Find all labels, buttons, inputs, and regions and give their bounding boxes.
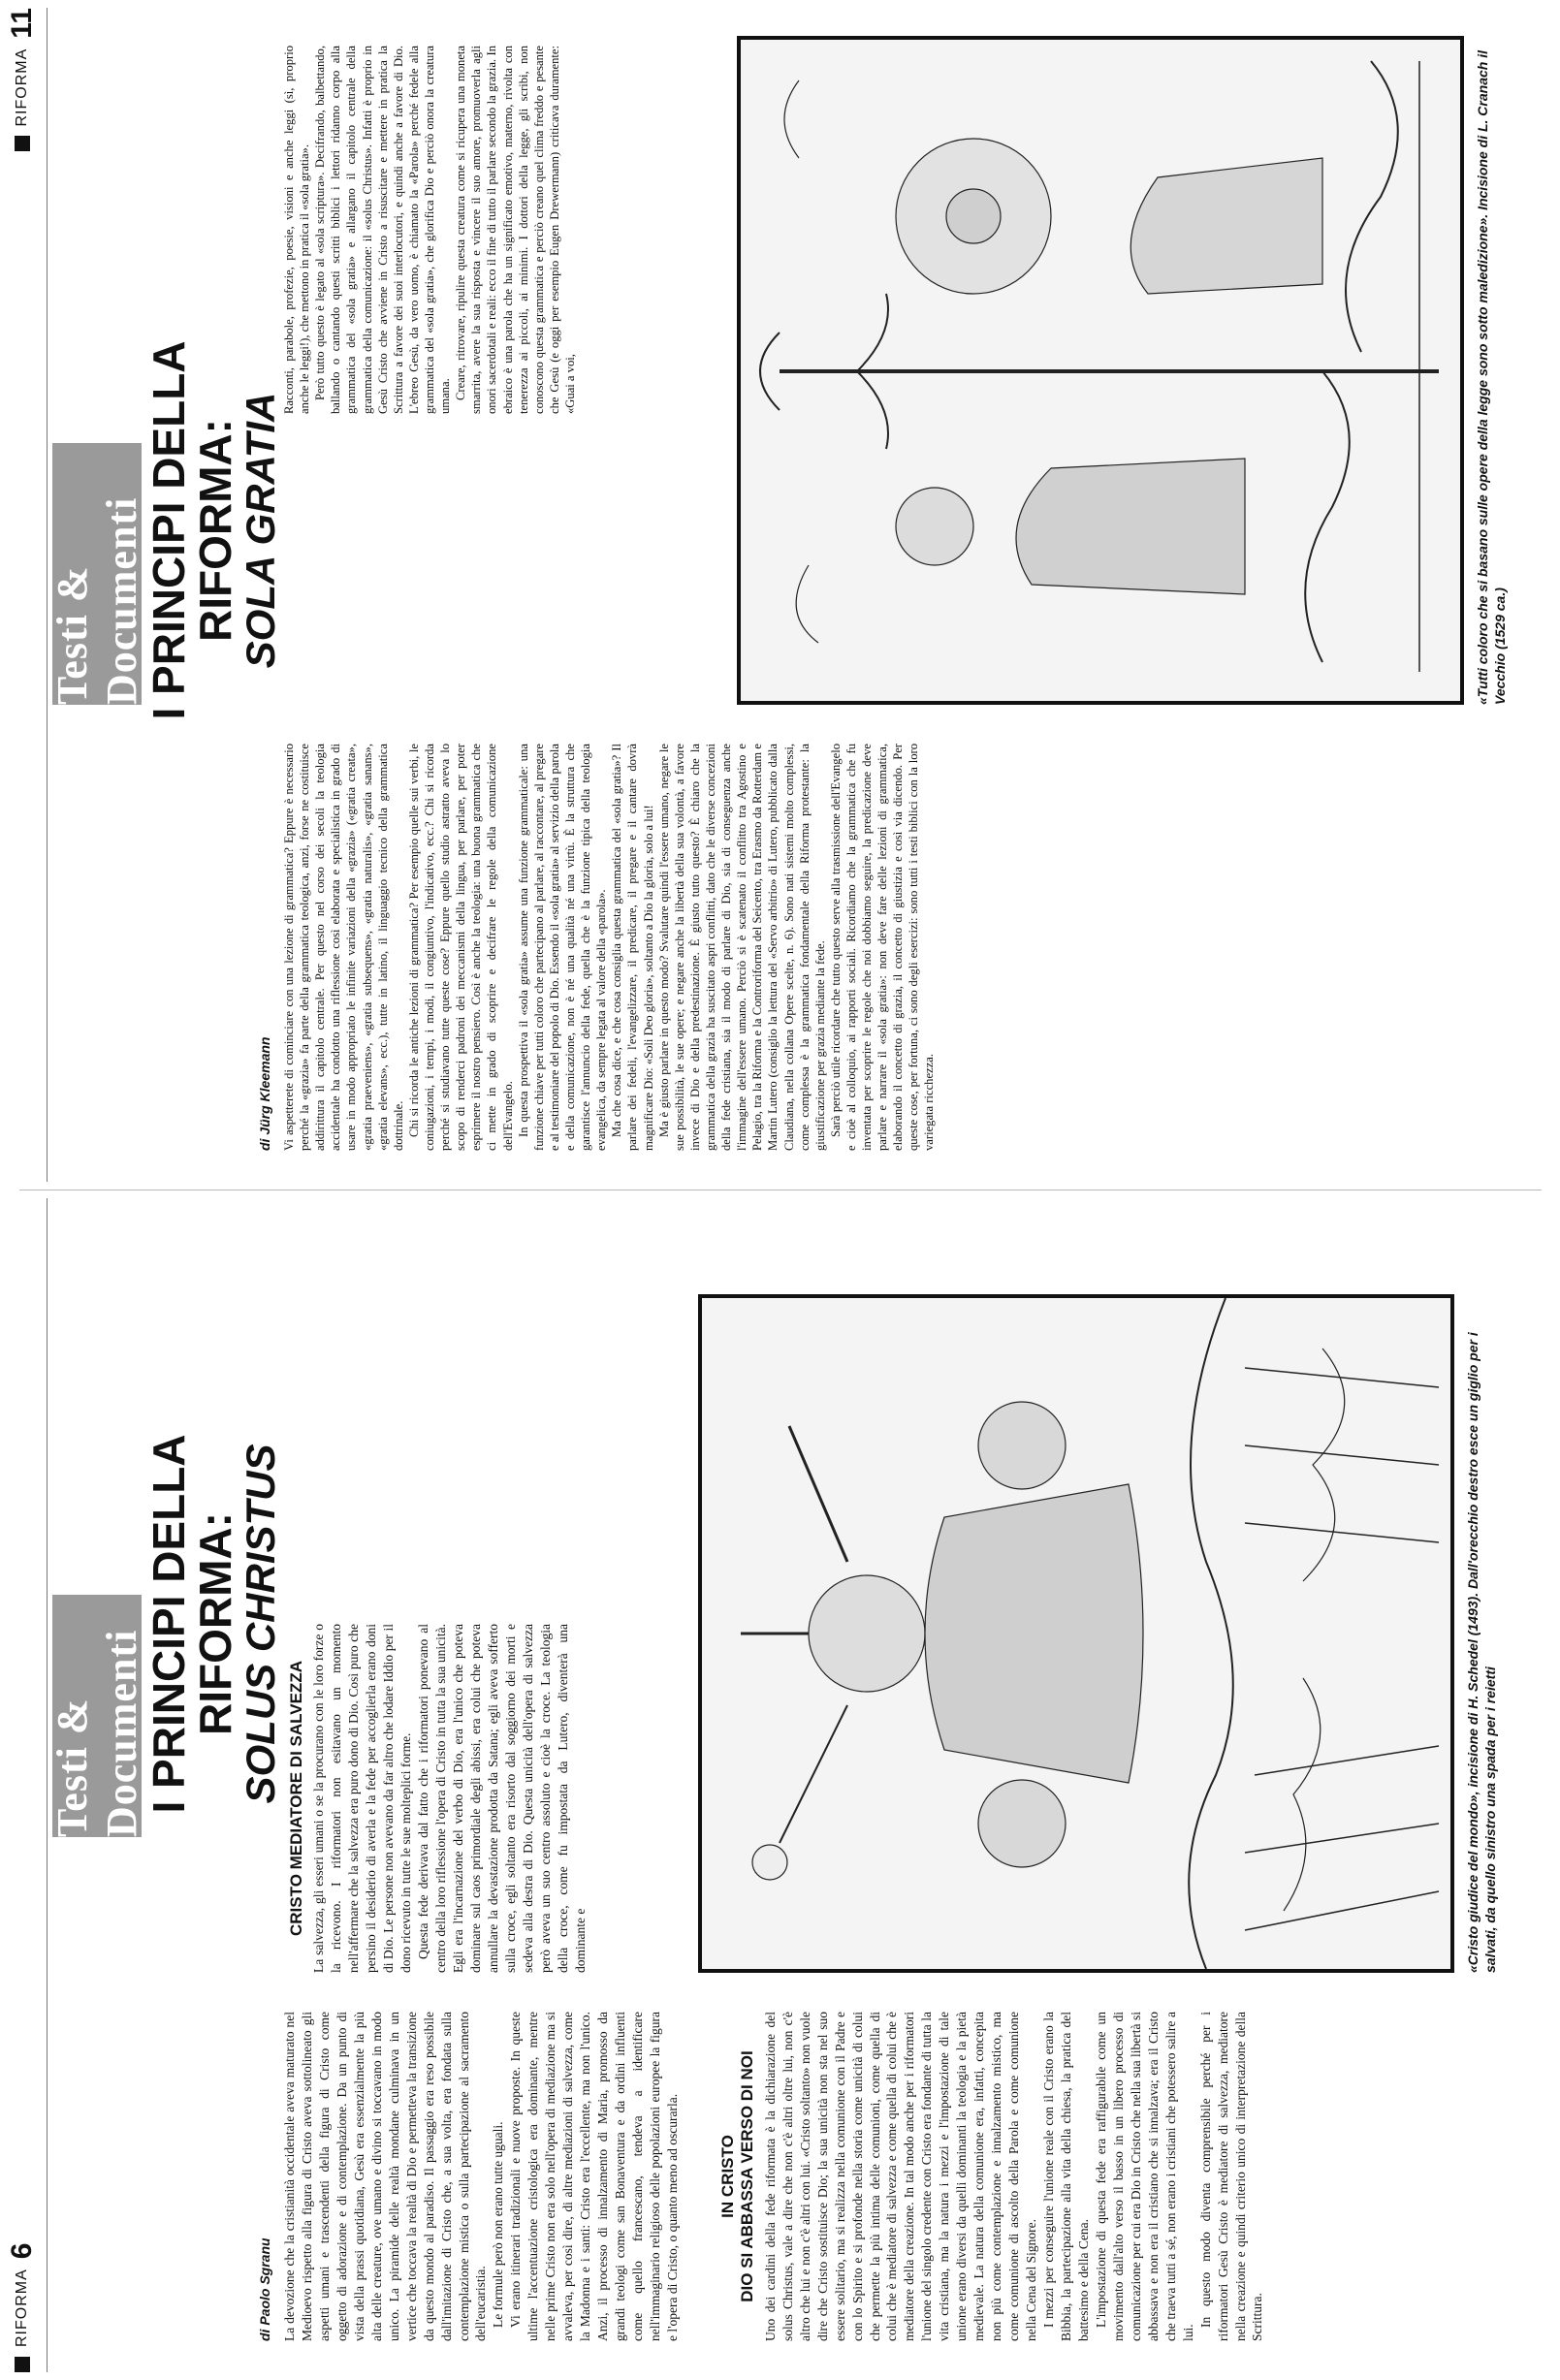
page-6 <box>0 1190 1560 2380</box>
paragraph: In questo modo diventa comprensibile perché per i riformatori Gesù Cristo è mediatore di salvezza, mediatore nella creazione e quindi criterio unico di interpretazione della Scrittura. <box>1197 2012 1265 2341</box>
section-banner: Testi & Documenti <box>52 1595 142 1837</box>
paragraph: Le formule però non erano tutte uguali. <box>491 2121 506 2328</box>
title-line-2: SOLUS CHRISTUS <box>237 1444 283 1804</box>
subheading-line-2: DIO SI ABBASSA VERSO DI NOI <box>738 2050 757 2302</box>
article-title <box>145 278 282 782</box>
folio-left <box>6 2243 39 2372</box>
author-byline: di Paolo Sgranu <box>257 2237 272 2341</box>
paragraph: L'impostazione di questa fede era raffigurabile come un movimento dall'alto verso il basso in un libero processo di comunicazione per cui era Dio in Cristo che nella sua libertà si abbassava e non era il cristiano che si innalzava; era il Cristo che traeva tutti a sé, non erano i cristiani che potessero salire a lui. <box>1093 2012 1195 2341</box>
square-bullet-icon <box>15 2357 30 2372</box>
square-bullet-icon <box>15 137 30 152</box>
text-column-2 <box>281 46 578 414</box>
paragraph: Vi aspetterete di cominciare con una lezione di grammatica? Eppure è necessario perché la «grazia» fa parte della grammatica teologica, anzi, forse ne costituisce addirittura il capitolo centrale. Per questo nel corso dei secoli la teologia accidentale ha condotto una riflessione così elaborata e specialistica in grado di usare in modo appropriato le infinite variazioni della «grazia» («gratia creata», «gratia praeveniens», «gratia subsequens», «gratia naturalis», «gratia sanans», «gratia elevans», ecc.), tutte in latino, il linguaggio tecnico della grammatica dottrinale. <box>282 744 405 1151</box>
paragraph: Racconti, parabole, profezie, poesie, visioni e anche leggi (sì, proprio anche le leggi!), che mettono in pratica il «sola gratia». <box>282 46 312 414</box>
paragraph: Ma che cosa dice, e che cosa consiglia questa grammatica del «sola gratia»? Il parlare dei fedeli, l'evangelizzare, il predicare, il pregare e il cantare dovrà magnificare Dio: «Soli Deo gloria», soltanto a Dio la gloria, solo a lui! <box>610 744 655 1151</box>
folio-right <box>6 8 39 152</box>
image-caption: «Tutti coloro che si basano sulle opere della legge sono sotto maledizione». Incisione di L. Cranach il Vecchio (1529 ca.) <box>1475 49 1509 705</box>
subheading <box>718 2012 758 2341</box>
woodcut-drawing <box>741 40 1460 701</box>
title-line-2: SOLA GRATIA <box>237 392 283 669</box>
page-number: 11 <box>6 8 38 39</box>
text-column-2 <box>281 1624 589 1973</box>
paragraph: La devozione che la cristianità occidentale aveva maturato nel Medioevo rispetto alla figura di Cristo aveva sottolineato gli aspetti umani e trascendenti della figura di Cristo come oggetto di adorazione e di contemplazione. Da un punto di vista della prassi quotidiana, Gesù era essenzialmente la più alta delle creature, ove umano e divino si toccavano in modo unico. La piramide delle realtà mondane culminava in un vertice che toccava la realtà di Dio e permetteva la transizione da questo mondo al paradiso. Il passaggio era reso possibile dall'imitazione di Cristo che, a sua volta, era fondata sulla contemplazione mistica o sulla partecipazione al sacramento dell'eucaristia. <box>282 2012 489 2341</box>
paragraph: Chi si ricorda le antiche lezioni di grammatica? Per esempio quelle sui verbi, le coniugazioni, i tempi, i modi, il congiuntivo, l'indicativo, ecc.? Chi si ricorda perché si studiavano tutte queste cose? Eppure quello studio astratto aveva lo scopo di renderci padroni dei meccanismi della lingua, per parlare, per poter esprimere il nostro pensiero. Così è anche la teologia: una buona grammatica che ci mette in grado di scoprire e decifrare le regole della comunicazione dell'Evangelo. <box>406 744 515 1151</box>
paragraph: Creare, ritrovare, ripulire questa creatura come si ricupera una moneta smarrita, avere la sua risposta e vincere il suo amore, promuoverla agli onori sacerdotali e reali: ecco il fine di tutto il parlare secondo la grazia. In ebraico è una parola che ha un significato emotivo, materno, rivolta con tenerezza ai piccoli, ai minimi. I dottori della legge, gli scribi, non conoscono questa grammatica e perciò creano quel clima freddo e pesante che Gesù (e oggi per esempio Eugen Drewermann) criticava duramente: «Guai a voi, <box>454 46 577 414</box>
text-column-1b <box>713 2012 1266 2341</box>
subheading-line-1: IN CRISTO <box>718 2135 737 2218</box>
author-byline: di Jürg Kleemann <box>257 1036 272 1151</box>
paragraph: Però tutto questo è legato al «sola scriptura». Decifrando, balbettando, ballando o cantando questi scritti biblici i lettori ridanno corpo alla grammatica del «sola gratia» e allargano il capitolo centrale della grammatica della comunicazione: il «solus Christus». Infatti è proprio in Gesù Cristo che avviene in Cristo a risuscitare e mettere in pratica la Scrittura a favore dei suoi interlocutori, e quindi anche a favore di Dio. L'ebreo Gesù, da vero uomo, è chiamato la «Parola» perché fedele alla grammatica del «sola gratia», che glorifica Dio e perciò onora la creatura umana. <box>313 46 453 414</box>
paragraph: Questa fede derivava dal fatto che i riformatori ponevano al centro della loro riflessione l'opera di Cristo in tutta la sua unicità. Egli era l'incarnazione del verbo di Dio, era l'unico che poteva dominare sul caos primordiale degli abissi, era colui che poteva annullare la devastazione prodotta da Satana; egli aveva sofferto sulla croce, egli soltanto era risorto dal soggiorno dei morti e sedeva alla destra di Dio. Questa unicità dell'opera di salvezza però aveva un suo centro assoluto e cioè la croce. La teologia della croce, come fu impostata da Lutero, diventerà una dominante e <box>416 1624 588 1973</box>
paragraph: I mezzi per conseguire l'unione reale con il Cristo erano la Bibbia, la partecipazione alla vita della chiesa, la pratica del battesimo e della Cena. <box>1041 2012 1091 2341</box>
paragraph: Sarà perciò utile ricordare che tutto questo serve alla trasmissione dell'Evangelo e cioè al colloquio, ai rapporti sociali. Ricordiamo che la grammatica che fu inventata per scoprire le regole che noi dobbiamo seguire, la predicazione deve parlare e narrare il «sola gratia»: non deve fare delle lezioni di grammatica, elaborando il concetto di grazia, il concetto di giustizia e così via dicendo. Per queste cose, per fortuna, ci sono degli esercizi: sono tutti i testi biblici con la loro variegata ricchezza. <box>828 744 937 1151</box>
paragraph: La salvezza, gli esseri umani o se la procurano con le loro forze o la ricevono. I riformatori non esitavano un momento nell'affermare che la salvezza era puro dono di Dio. Così puro che persino il desiderio di averla e la fede per accoglierla erano doni di Dio. Le persone non avevano da far altro che lodare Iddio per il dono ricevuto in tutte le sue molteplici forme. <box>311 1624 414 1973</box>
magazine-name: RIFORMA <box>14 48 30 127</box>
paragraph: In questa prospettiva il «sola gratia» assume una funzione grammaticale: una funzione chiave per tutti coloro che partecipano al parlare, al raccontare, al pregare e al testimoniare del popolo di Dio. Essendo il «sola gratia» al servizio della parola e della comunicazione, non è né una qualità né una virtù. È la struttura che garantisce l'annuncio della fede, quella che è la funzione tipica della teologia evangelica, da sempre legata al valore della «parola». <box>516 744 609 1151</box>
subheading: CRISTO MEDIATORE DI SALVEZZA <box>287 1661 305 1936</box>
woodcut-illustration-christ-judge <box>698 1294 1454 1973</box>
text-column-1 <box>281 744 938 1151</box>
article-title <box>145 1352 282 1895</box>
paragraph: Vi erano itinerari tradizionali e nuove proposte. In queste ultime l'accentuazione cristologica era dominante, mentre nelle prime Cristo non era solo nell'opera di mediazione ma si avvaleva, per così dire, di altre mediazioni di salvezza, come la Madonna e i santi: Cristo era l'eccellente, ma non l'unico. Anzi, il processo di innalzamento di Maria, promosso da grandi teologi come san Bonaventura e da ordini influenti come quello francescano, tendeva a identificare nell'immaginario religioso delle popolazioni europee la figura e l'opera di Cristo, o quanto meno ad oscurarla. <box>508 2012 680 2341</box>
image-caption: «Cristo giudice del mondo», incisione di H. Schedel (1493). Dall'orecchio destro esce un giglio per i salvati, da quello sinistro una spada per i reietti <box>1465 1332 1499 1973</box>
paragraph: Uno dei cardini della fede riformata è la dichiarazione del solus Christus, vale a dire che non c'è altri oltre lui, non c'è altro che lui e non c'è altri con lui. «Cristo soltanto» non vuole dire che Cristo sostituisce Dio; la sua unicità non sta nel suo essere solitario, ma si realizza nella comunione con il Padre e con lo Spirito e si profonde nella storia come unicità di colui che permette la più intima delle comunioni, come quella di colui che è mediatore di salvezza e come quella di colui che è mediatore della creazione. In tal modo anche per i riformatori l'unione del singolo credente con Cristo era fondante di tutta la vita cristiana, ma la natura i mezzi e l'impostazione di tale unione erano diversi da quelli dominanti la teologia e la pietà medievale. La natura della comunione era, infatti, concepita non più come contemplazione e innalzamento mistico, ma come comunione di ascolto della Parola e come comunione nella Cena del Signore. <box>762 2012 1039 2341</box>
paragraph: Ma è giusto parlare in questo modo? Svalutare quindi l'essere umano, negare le sue possibilità, le sue opere; e negare anche la libertà della sua volontà, a favore invece di Dio e della predestinazione. È giusto tutto questo? È chiaro che la grammatica della grazia ha suscitato aspri conflitti, dato che le diverse concezioni della fede cristiana, sia il modo di parlare di Dio, sia di conseguenza anche l'immagine dell'essere umano. Perciò si è scatenato il conflitto tra Agostino e Pelagio, tra la Riforma e la Controriforma del Seicento, tra Erasmo da Rotterdam e Martin Lutero (consiglio la lettura del «Servo arbitrio» di Lutero, pubblicato dalla Claudiana, nella collana Opere scelte, n. 6). Sono nati sistemi molto complessi, come complessa è la grammatica fondamentale della Riforma protestante: la giustificazione per grazia mediante la fede. <box>656 744 827 1151</box>
title-line-1: I PRINCIPI DELLA RIFORMA: <box>143 340 241 720</box>
woodcut-illustration-law-and-grace <box>737 36 1464 705</box>
woodcut-drawing <box>702 1298 1450 1969</box>
page-number: 6 <box>6 2242 38 2260</box>
title-line-1: I PRINCIPI DELLA RIFORMA: <box>143 1434 241 1814</box>
text-column-1 <box>281 2012 682 2341</box>
magazine-name: RIFORMA <box>14 2269 30 2347</box>
section-banner: Testi & Documenti <box>52 443 142 705</box>
